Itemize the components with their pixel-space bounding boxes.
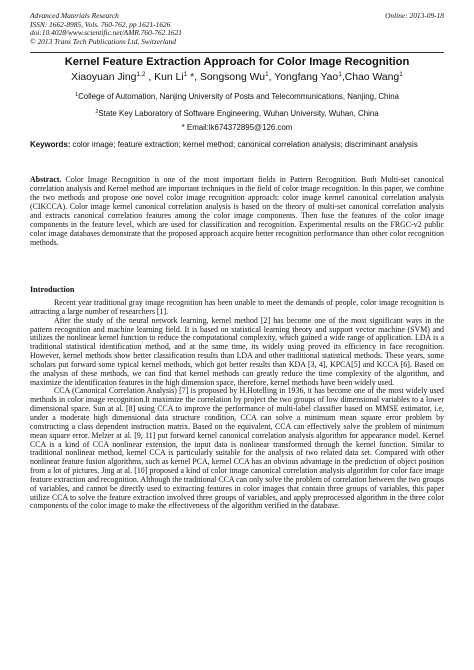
corresponding-email [30,123,444,132]
journal-name: Advanced Materials Research [30,11,119,20]
journal-header [30,12,444,46]
introduction-body [30,299,444,511]
body-paragraph: After the study of the neural network learning, kernel method [2] has become one of the most significant ways in the pattern recognition and machine learning field. It is based on statistical learning theory and support vector machine (SVM) and utilizes the nonlinear kernel function to reduce the computational complexity, which gained a wide range of application. LDA is a traditional statistical identification method, and at the same time, its widely using proved its efficiency in face recognition. However, kernel methods show better classification results than LDA and other traditional statistical methods. These years, some scholars put forward some typical kernel methods, which got better results than KDA [3, 4], KPCA[5] and KCCA [6]. Based on the analysis of these methods, we can find that kernel methods can greatly reduce the time complexity of the algorithm, and maximize the identification features in the high dimension space, therefore, kernel methods have been widely used. [30,315,444,387]
author-separator: ,Chao Wang [341,72,400,83]
abstract-label: Abstract. [30,175,62,184]
affiliation-1 [30,92,444,101]
author-affiliation-mark: 1 [265,71,269,78]
author-separator: , [268,72,275,83]
keywords-label: Keywords: [30,140,71,149]
affiliation-text: College of Automation, Nanjing University of Posts and Telecommunications, Nanjing, China [78,92,399,101]
affiliation-text: State Key Laboratory of Software Engineering, Wuhan University, Wuhan, China [98,109,379,118]
abstract-text: Color Image Recognition is one of the most important fields in Pattern Recognition. Both Multi-set canonical correlation analysis and Kernel method are important techniques in the field of color image recognition. In this paper, we combine the two methods and propose one novel color image recognition approach: color image kernel canonical correlation analysis (CIKCCA). Color image kernel canonical correlation analysis is based on the theory of multi-set canonical correlation analysis and extracts canonical correlation features among the color image components. Then fuse the features of the color image components in the feature level, which are used for classification and recognition. Experimental results on the FRGC-v2 public color image databases demonstrate that the proposed approach acquire better recognition performance than other color recognition methods. [30,175,444,247]
affiliation-2 [30,109,444,118]
author-name: Xiaoyuan Jing [71,72,137,83]
section-heading: Introduction [30,285,75,294]
author-separator: , [145,72,155,83]
email-text: * Email:lk674372895@126.com [181,123,293,132]
author-separator: *, [187,72,200,83]
paper-title: Kernel Feature Extraction Approach for Color Image Recognition [64,56,410,68]
affiliation-mark: 2 [95,109,99,115]
author-affiliation-mark: 1 [399,71,403,78]
author-affiliation-mark: 1 [338,71,342,78]
body-paragraph: Recent year traditional gray image recognition has been unable to meet the demands of people, color image recognition is attracting a large number of researchers [1]. [30,298,444,316]
issn-line: ISSN: 1662-8985, Vols. 760-762, pp 1621-1626 [30,19,171,29]
doi-line: doi:10.4028/www.scientific.net/AMR.760-762.1621 [30,28,182,38]
author-affiliation-mark: 1 [183,71,188,78]
online-date: Online: 2013-09-18 [385,11,444,20]
author-name: Kun Li [154,72,184,83]
abstract-block [30,176,444,248]
affiliation-mark: 1 [75,92,79,98]
author-name: Yongfang Yao [274,72,339,83]
keywords-block [30,140,444,149]
header-divider [30,52,444,53]
copyright-line: © 2013 Trans Tech Publications Ltd, Switzerland [30,36,176,46]
author-name: Songsong Wu [199,72,266,83]
author-affiliation-mark: 1,2 [136,71,146,78]
keywords-text: color image; feature extraction; kernel method; canonical correlation analysis; discriminant analysis [70,140,418,149]
author-list [30,72,444,84]
body-paragraph: CCA (Canonical Correlation Analysis) [7] is proposed by H.Hotelling in 1936, it has become one of the most widely used methods in color image recognition.It maximize the correlation by project the two groups of low dimensional variables to a lower dimensional space. Sun at al. [8] using CCA to improve the performance of multi-label classifier based on MMSE estimator, i.e, under a moderate high dimensional data structure condition, CCA can solve a minimum mean square error problem by constructing a class dependent instruction matrix. Based on the equivalent, CCA can effectively solve the problem of minimum mean square error. Melzer at al. [9, 11] put forward kernel canonical correlation analysis algorithm for appearance model. Kernel CCA is a kind of CCA nonlinear extension, the input data is nonlinear transformed through the kernel function. Similar to traditional nonlinear method, kernel CCA is particularly suitable for the analysis of two related data set. Compared with other nonlinear feature fusion algorithms, such as kernel PCA, kernel CCA has an obvious advantage in the prediction of object position from a lot of pictures. Jing at al. [10] proposed a kind of color image canonical correlation analysis algorithm for color face image feature extraction and recognition. Although the traditional CCA can only solve the problem of correlation between the two groups of variables, and cannot be directly used to extracting features in color images that contain three groups of variables, this paper utilize CCA to solve the feature extraction involved three groups of variables, and apply preprocessed algorithm in the three color components of the color image to make the effectiveness of the algorithm verified in the database. [30,386,444,511]
